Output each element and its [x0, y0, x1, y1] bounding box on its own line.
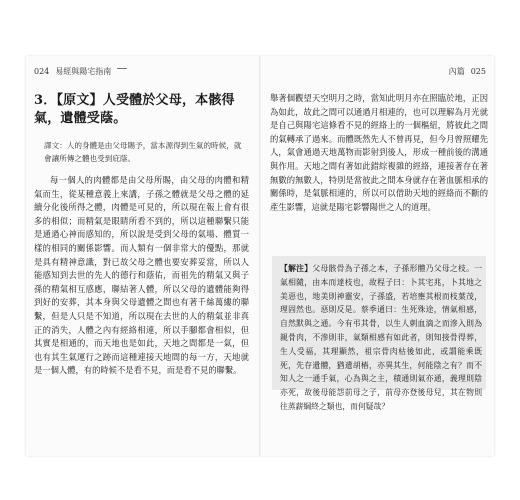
annotation-label: 【解注】 [280, 264, 313, 273]
left-running-title: 易經與陽宅指南 [55, 67, 112, 76]
book-gutter [259, 56, 261, 456]
annotation-text [280, 262, 482, 414]
right-running-title: 內篇 [448, 67, 465, 76]
section-heading: 3．【原文】人受體於父母，本骸得氣，遺體受蔭。 [34, 93, 235, 126]
left-page-number: 024 [34, 67, 50, 76]
right-page-number: 025 [470, 67, 486, 76]
header-rule [117, 68, 127, 75]
annotation-body: 父母骸骨為子孫之本，子孫形體乃父母之枝。一氣相隨，由本而達枝也，故程子曰：卜其宅兆，卜其地之美惡也，地美則神靈安，子孫盛，若培壅其根而枝葉茂，理固然也。惡則反是。蔡季通曰：生死殊途，情氣相感，自然默與之通。今有弔其骨，以生人刺血滴之而滲入則為親骨肉，不滲則非，氣類相感有如此者，則知接骨得葬，生人受福，其理顯然，祖宗骨肉枯後如此，或謂能乘既死，先存遺體，猶遺胡樁，亦異其生，何能陰之有？而不知人之一通手氣，心為與之主，積通則氣亦通，義理則陰亦死，故後母能怨前母之子，前母亦登後母兒，其在物則往蒸薪綱終之類也，而何疑哉？ [280, 264, 483, 411]
translation-text: 譯文：人的身體是由父母賜予，當本源得到生氣的時候，就會讓所傳之體也受到庇蔭。 [44, 141, 242, 163]
right-page-header [449, 66, 486, 77]
left-page-header [34, 66, 127, 77]
left-body-text: 每一個人的肉體都是由父母所賜，由父母的肉體和精氣而生，從某種意義上來講，子孫之體就是父母之體的延續分化後所得之體，肉體是可見的，所以現在報上會有很多的相似；而精氣是眼睛所看不到的，所以這種聯繫只能是通過心神而感知的，所以說是受到父母的氣場、體質一樣的相同的關係影響。而人類有一個非常大的優點，那就是具有精神意識，對已故父母之體也要安葬妥當，所以人能感知到去世的先人的德行和蔭佑，而祖先的精氣又與子孫的精氣相互感應，聯結著人體，所以父母的遺體能夠得到好的安葬，其本身與父母遺體之間也有著千絲萬縷的聯繫，但是人只是不知道，所以現在去世的人的精氣並非真正的消失，人體之內有經絡相連，所以手腳都會相似，但其實是相通的，而天地也是如此，天地之間都是一氣，但也有其生氣運行之跡而這種連接天地間的每一方，天地就是一個人體，有的時候不是看不見，而是看不見的聯繫。 [34, 175, 249, 376]
right-body-text: 舉著個觀望天空明月之時，當知此明月亦在照臨於地，正因為如此，故此之間可以通過月相連的，也可以理解為月光就是自己與陽宅這條看不見的經絡上的一個樞紐，將彼此之間的氣轉承了過來。而體既然先人不曾再見，但今月曾照耀先人，氣會通過天地萬物而影射到後人，形成一種前後的溝通與作用。天地之間有著如此錯綜複雜的經絡，連接著存在著無數的無數人，特別是當彼此之間本身就存在著血脈相承的關係時，是氣脈相連的，所以可以借助天地的經絡而不斷的產生影響，這就是陽宅影響陽世之人的道理。 [270, 93, 488, 212]
